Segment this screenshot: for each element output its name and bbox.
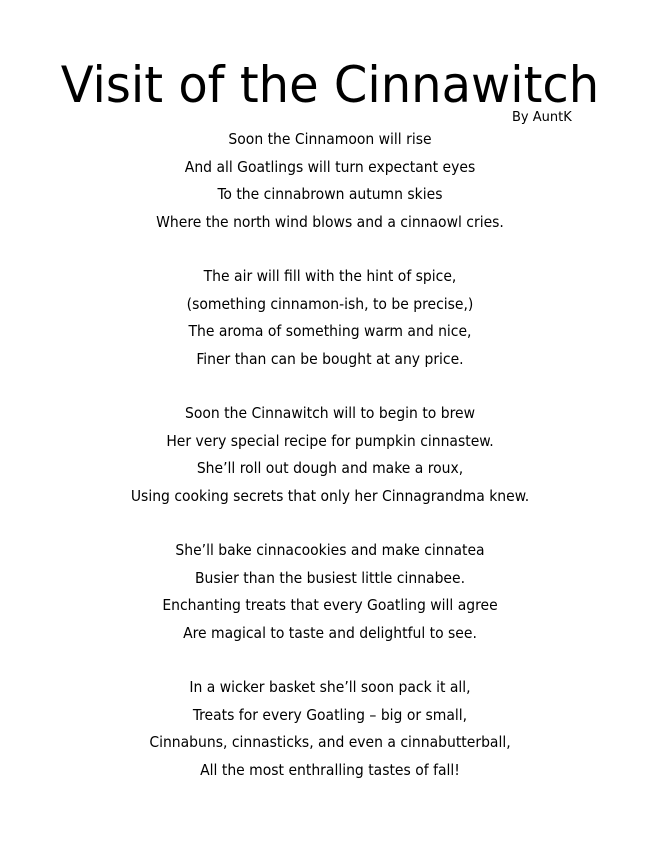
- stanza-1: [0, 126, 660, 236]
- stanza-3: [0, 400, 660, 510]
- poem-line: The aroma of something warm and nice,: [188, 322, 472, 340]
- poem-line: Soon the Cinnawitch will to begin to brew: [185, 404, 475, 422]
- poem-line: The air will fill with the hint of spice,: [203, 267, 457, 285]
- poem-line: Are magical to taste and delightful to see.: [183, 623, 477, 642]
- poem-line: She’ll bake cinnacookies and make cinnatea: [175, 541, 485, 559]
- poem-line: Her very special recipe for pumpkin cinnastew.: [166, 431, 494, 450]
- poem-body: [0, 126, 660, 811]
- poem-title: Visit of the Cinnawitch: [60, 56, 600, 114]
- poem-line: Soon the Cinnamoon will rise: [228, 130, 432, 148]
- poem-line: Enchanting treats that every Goatling will agree: [162, 596, 498, 614]
- stanza-5: [0, 674, 660, 784]
- poem-line: She’ll roll out dough and make a roux,: [196, 459, 464, 477]
- stanza-4: [0, 537, 660, 647]
- poem-line: And all Goatlings will turn expectant eyes: [184, 157, 476, 176]
- poem-line: In a wicker basket she’ll soon pack it all,: [189, 678, 471, 696]
- poem-line: Treats for every Goatling – big or small,: [192, 705, 468, 724]
- poem-line: Using cooking secrets that only her Cinnagrandma knew.: [130, 486, 530, 505]
- poem-line: Where the north wind blows and a cinnaowl cries.: [156, 212, 504, 231]
- poem-line: To the cinnabrown autumn skies: [217, 185, 443, 203]
- stanza-2: [0, 263, 660, 373]
- poem-line: Cinnabuns, cinnasticks, and even a cinnabutterball,: [149, 733, 511, 751]
- poem-line: All the most enthralling tastes of fall!: [200, 760, 460, 779]
- poem-line: Finer than can be bought at any price.: [196, 349, 464, 368]
- author-byline: By AuntK: [512, 110, 572, 125]
- poem-line: Busier than the busiest little cinnabee.: [194, 568, 466, 587]
- poem-line: (something cinnamon-ish, to be precise,): [186, 294, 474, 313]
